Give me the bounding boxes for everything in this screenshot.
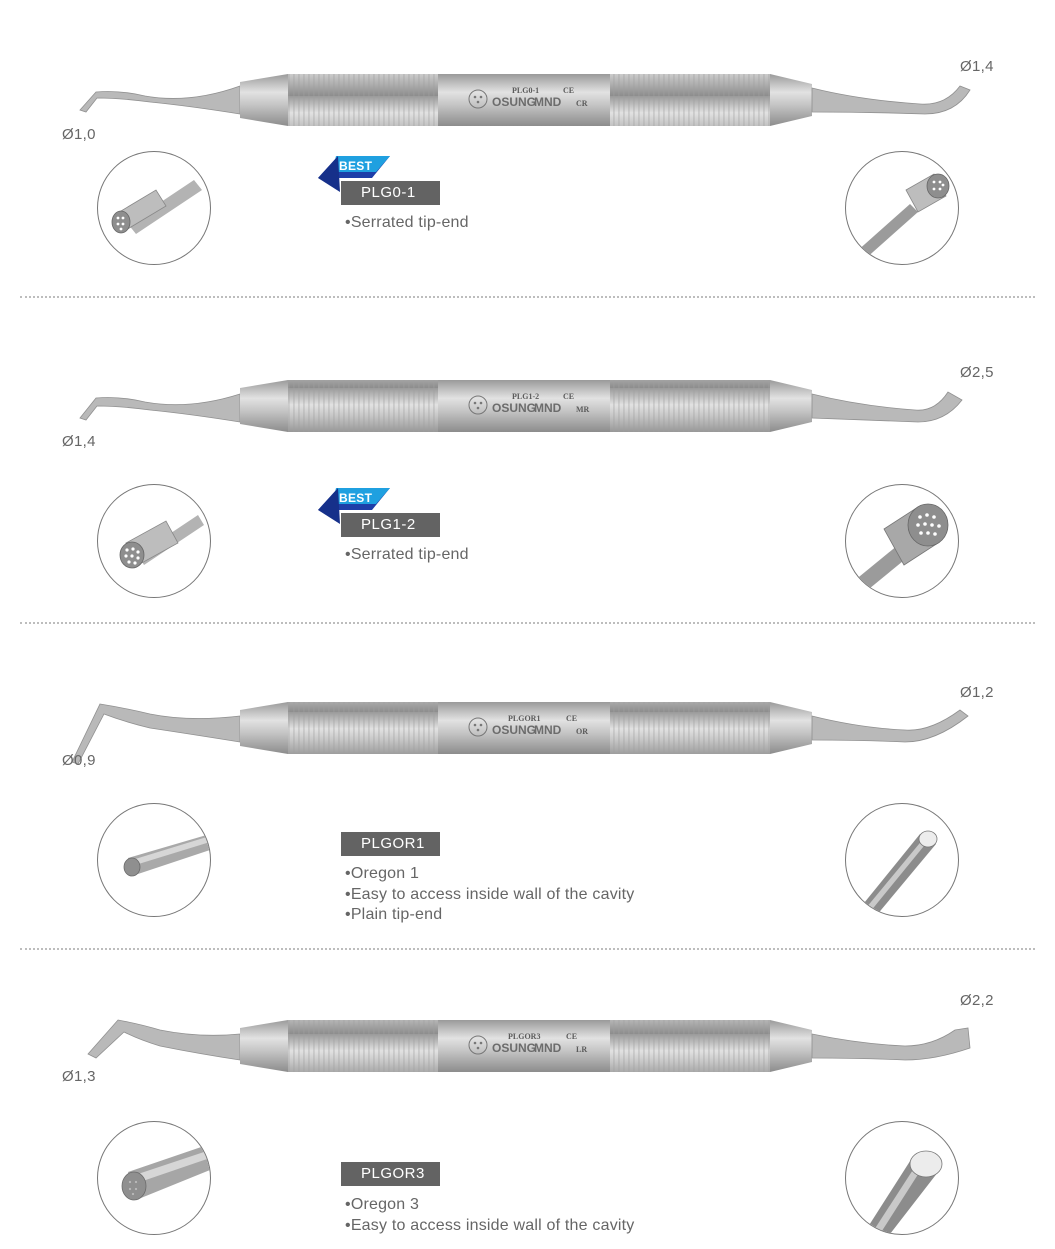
engraving-brand-b: MND	[534, 401, 562, 415]
feature-item: • Oregon 1	[345, 864, 635, 885]
engraving-brand-b: MND	[534, 95, 562, 109]
engraving-ce: CE	[563, 86, 575, 95]
divider	[20, 296, 1035, 298]
product-code-tag: PLGOR1	[341, 832, 440, 856]
instrument-image	[0, 986, 1055, 1126]
left-tip-diameter: Ø1,3	[62, 1068, 96, 1085]
feature-item: • Oregon 3	[345, 1195, 635, 1216]
engraving-brand: OSUNG	[492, 1041, 537, 1055]
product-code-tag: PLG0-1	[341, 181, 440, 205]
engraving-code: PLGOR3	[508, 1032, 541, 1041]
divider	[20, 948, 1035, 950]
engraving-suffix: OR	[576, 727, 588, 736]
feature-item: • Plain tip-end	[345, 905, 635, 926]
product-section	[0, 0, 1055, 296]
engraving-suffix: LR	[576, 1045, 588, 1054]
engraving-suffix: CR	[576, 99, 588, 108]
right-tip-diameter: Ø1,2	[960, 684, 994, 701]
engraving-ce: CE	[566, 714, 578, 723]
engraving-brand: OSUNG	[492, 401, 537, 415]
engraving-code: PLG0-1	[512, 86, 540, 95]
left-tip-diameter: Ø1,4	[62, 433, 96, 450]
engraving-ce: CE	[563, 392, 575, 401]
left-tip-closeup	[97, 803, 211, 917]
product-section	[0, 300, 1055, 622]
right-tip-closeup	[845, 151, 959, 265]
engraving-suffix: MR	[576, 405, 590, 414]
right-tip-closeup	[845, 484, 959, 598]
left-tip-diameter: Ø1,0	[62, 126, 96, 143]
engraving-brand-b: MND	[534, 1041, 562, 1055]
right-tip-closeup	[845, 803, 959, 917]
left-tip-closeup	[97, 1121, 211, 1235]
right-tip-closeup	[845, 1121, 959, 1235]
engraving-brand: OSUNG	[492, 95, 537, 109]
left-tip-diameter: Ø0,9	[62, 752, 96, 769]
instrument-image	[0, 0, 1055, 140]
feature-list	[345, 864, 635, 926]
feature-list	[345, 213, 469, 234]
right-tip-diameter: Ø2,5	[960, 364, 994, 381]
best-label: BEST	[339, 491, 373, 505]
right-tip-diameter: Ø1,4	[960, 58, 994, 75]
feature-item: • Serrated tip-end	[345, 545, 469, 566]
right-tip-diameter: Ø2,2	[960, 992, 994, 1009]
left-tip-closeup	[97, 484, 211, 598]
instrument-image	[0, 340, 1055, 480]
feature-list	[345, 545, 469, 566]
feature-list	[345, 1195, 635, 1236]
product-code-tag: PLGOR3	[341, 1162, 440, 1186]
product-section	[0, 626, 1055, 948]
engraving-code: PLGOR1	[508, 714, 541, 723]
best-label: BEST	[339, 159, 373, 173]
instrument-image	[0, 664, 1055, 804]
feature-item: • Serrated tip-end	[345, 213, 469, 234]
engraving-brand: OSUNG	[492, 723, 537, 737]
product-section	[0, 952, 1055, 1249]
product-code-tag: PLG1-2	[341, 513, 440, 537]
engraving-code: PLG1-2	[512, 392, 540, 401]
engraving-brand-b: MND	[534, 723, 562, 737]
left-tip-closeup	[97, 151, 211, 265]
engraving-ce: CE	[566, 1032, 578, 1041]
divider	[20, 622, 1035, 624]
feature-item: • Easy to access inside wall of the cavity	[345, 885, 635, 906]
feature-item: • Easy to access inside wall of the cavity	[345, 1216, 635, 1237]
